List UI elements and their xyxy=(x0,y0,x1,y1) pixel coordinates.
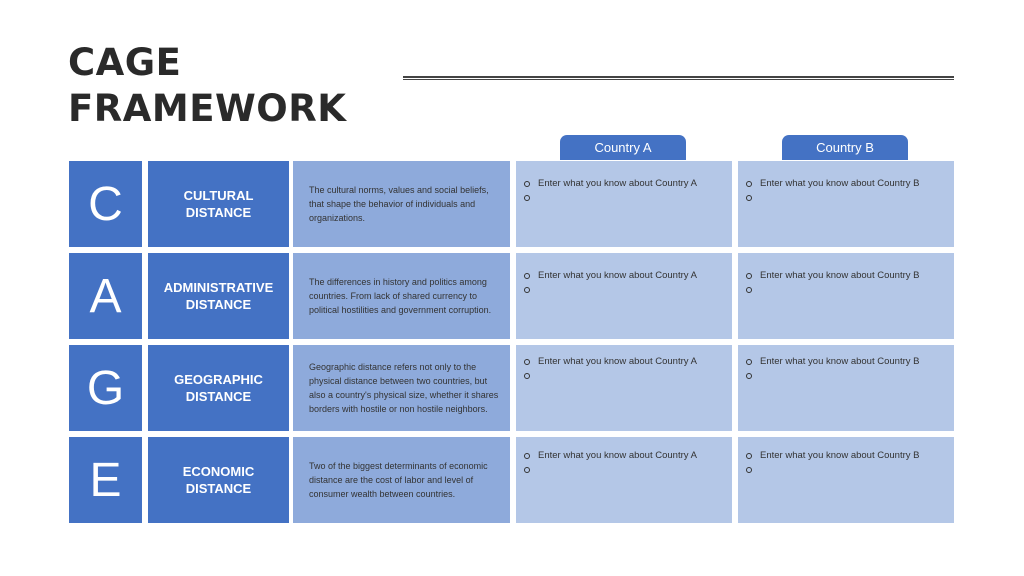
country-a-notes[interactable] xyxy=(516,253,732,339)
row-description xyxy=(293,161,510,247)
list-item[interactable]: Enter what you know about Country A xyxy=(524,269,726,283)
row-description-text: Geographic distance refers not only to the physical distance between two countries, but also a country's physical size, whether it shares borders with hostile or non hostile neighbors. xyxy=(309,362,499,414)
list-item[interactable]: Enter what you know about Country A xyxy=(524,177,726,191)
country-b-notes[interactable] xyxy=(738,161,954,247)
country-b-notes[interactable] xyxy=(738,437,954,523)
row-name: ADMINISTRATIVE DISTANCE xyxy=(148,253,289,339)
row-description xyxy=(293,253,510,339)
list-item[interactable]: Enter what you know about Country B xyxy=(746,355,948,369)
list-item[interactable]: Enter what you know about Country B xyxy=(746,177,948,191)
row-name: ECONOMIC DISTANCE xyxy=(148,437,289,523)
row-name: GEOGRAPHIC DISTANCE xyxy=(148,345,289,431)
list-item[interactable] xyxy=(524,369,726,383)
row-description xyxy=(293,345,510,431)
list-item[interactable]: Enter what you know about Country A xyxy=(524,449,726,463)
country-b-notes[interactable] xyxy=(738,253,954,339)
row-description-text: The differences in history and politics among countries. From lack of shared currency to political hostilities and government corruption. xyxy=(309,277,492,315)
list-item[interactable] xyxy=(524,463,726,477)
column-header-country-a: Country A xyxy=(560,135,686,160)
row-description-text: The cultural norms, values and social beliefs, that shape the behavior of individuals and organizations. xyxy=(309,185,489,223)
table-row-geographic xyxy=(69,345,955,431)
country-a-notes[interactable] xyxy=(516,437,732,523)
list-item[interactable] xyxy=(524,191,726,205)
list-item[interactable] xyxy=(746,191,948,205)
list-item[interactable]: Enter what you know about Country B xyxy=(746,449,948,463)
title-line-1: CAGE xyxy=(68,41,182,84)
list-item[interactable] xyxy=(746,463,948,477)
row-name: CULTURAL DISTANCE xyxy=(148,161,289,247)
country-a-notes[interactable] xyxy=(516,161,732,247)
title-divider xyxy=(403,76,954,80)
list-item[interactable]: Enter what you know about Country A xyxy=(524,355,726,369)
column-header-country-b: Country B xyxy=(782,135,908,160)
row-description xyxy=(293,437,510,523)
country-a-notes[interactable] xyxy=(516,345,732,431)
table-row-economic xyxy=(69,437,955,523)
row-letter: E xyxy=(69,437,142,523)
list-item[interactable] xyxy=(746,369,948,383)
page-title xyxy=(68,40,346,132)
row-description-text: Two of the biggest determinants of economic distance are the cost of labor and level of consumer wealth between countries. xyxy=(309,461,488,499)
list-item[interactable] xyxy=(746,283,948,297)
row-letter: A xyxy=(69,253,142,339)
table-row-cultural xyxy=(69,161,955,247)
table-row-administrative xyxy=(69,253,955,339)
row-letter: G xyxy=(69,345,142,431)
list-item[interactable] xyxy=(524,283,726,297)
title-line-2: FRAMEWORK xyxy=(68,87,347,130)
row-letter: C xyxy=(69,161,142,247)
country-b-notes[interactable] xyxy=(738,345,954,431)
list-item[interactable]: Enter what you know about Country B xyxy=(746,269,948,283)
